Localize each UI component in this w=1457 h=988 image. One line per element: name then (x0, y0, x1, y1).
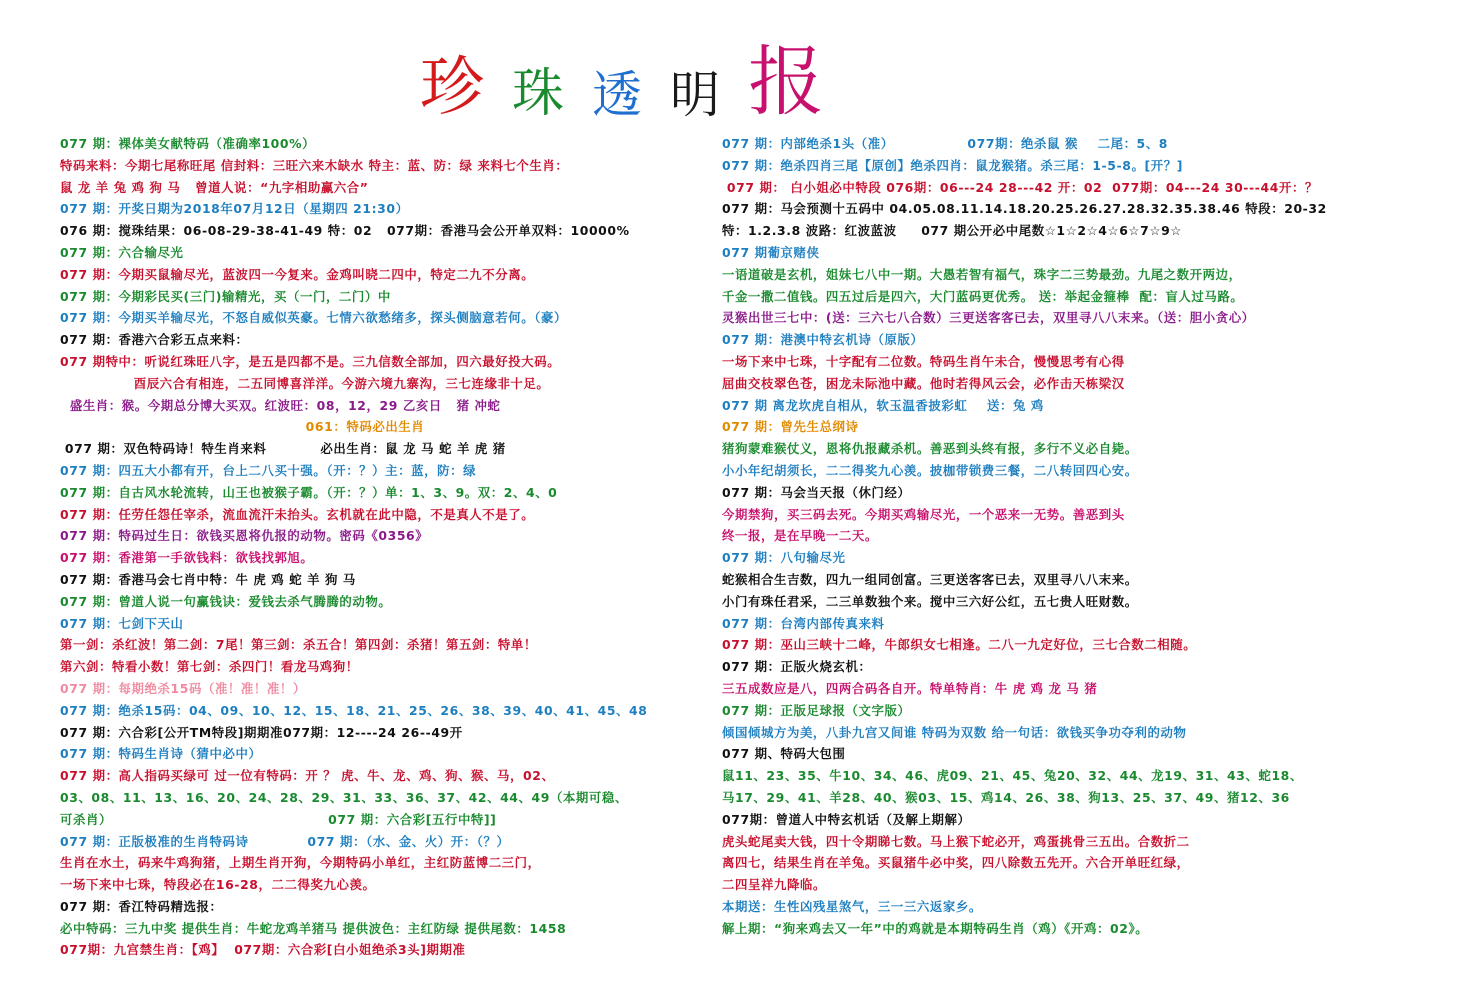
text-line: 077 期：港澳中特玄机诗（原版） (722, 332, 924, 348)
text-line: 小小年纪胡须长，二二得奖九心羡。披枷带锁费三餐，二八转回四心安。 (722, 462, 1138, 478)
masthead-title (420, 30, 825, 126)
text-line: 鼠11、23、35、牛10、34、46、虎09、21、45、兔20、32、44、龙19、31、43、蛇18、 (722, 768, 1303, 784)
text-line: 第六剑：特看小数！第七剑：杀四门！看龙马鸡狗！ (60, 659, 359, 675)
text-line: 终一报，是在早晚一二天。 (722, 528, 878, 544)
text-line: 077 期：马会当天报（休门经） (722, 484, 911, 500)
right-column (722, 133, 1422, 939)
text-line: 一场下来中七珠，十字配有二位数。特码生肖午未合，慢慢思考有心得 (722, 353, 1125, 369)
text-line: 077 期：今期买鼠输尽光，蓝波四一今复来。金鸡叫晓二四中，特定二九不分离。 (60, 266, 535, 282)
text-line: 077 期葡京赌侠 (722, 244, 820, 260)
text-line: 077 期：台湾内部传真来料 (722, 615, 885, 631)
text-line: 虎头蛇尾卖大钱，四十令期睇七数。马上猴下蛇必开，鸡蛋挑骨三五出。合数折二 (722, 833, 1190, 849)
text-line: 小门有珠任君采，二三单数独个来。搅中三六好公红，五七贵人旺财数。 (722, 593, 1138, 609)
left-column (60, 133, 690, 961)
text-line: 077 期：今期彩民买(三门)输精光，买（一门，二门）中 (60, 288, 391, 304)
text-line: 一语道破是玄机，姐妹七八中一期。大愚若智有福气，珠字二三势最劲。九尾之数开两边， (722, 266, 1242, 282)
text-line: 屈曲交枝翠色苍，困龙未际池中藏。他时若得风云会，必作击天栋梁汉 (722, 375, 1125, 391)
text-line: 077 期特中：听说红珠旺八字，是五是四都不是。三九信数全部加，四六最好投大码。 (60, 353, 561, 369)
text-line: 077 期：六合彩[公开TM特段]期期准077期：12----24 26--49开 (60, 724, 463, 740)
text-line: 077 期：香港六合彩五点来料： (60, 332, 249, 348)
text-line: 077 期：正版极准的生肖特码诗 077 期：（水、金、火）开：（？） (60, 833, 510, 849)
text-line: 077 期：正版火烧玄机： (722, 659, 872, 675)
text-line: 077 期：八句输尽光 (722, 550, 846, 566)
text-line: 077期：曾道人中特玄机话（及解上期解） (722, 811, 971, 827)
text-line: 酉辰六合有相连，二五同博喜洋洋。今游六境九寨沟，三七连缘非十足。 (60, 375, 550, 391)
text-line: 077 期：自古风水轮流转，山王也被猴子霸。（开：？）单：1、3、9。双：2、4、0 (60, 484, 558, 500)
text-line: 061：特码必出生肖 (60, 419, 425, 435)
text-line: 鼠 龙 羊 兔 鸡 狗 马 曾道人说：“九字相助赢六合” (60, 179, 369, 195)
text-line: 077 期：每期绝杀15码（准！准！准！） (60, 680, 306, 696)
text-line: 077 期： 白小姐必中特段 076期：06---24 28---42 开：02 077期：04---24 30---44开：？ (722, 179, 1318, 195)
text-line: 077 期：曾道人说一句赢钱诀：爱钱去杀气腾腾的动物。 (60, 593, 392, 609)
text-line: 可杀肖） 077 期：六合彩[五行中特]] (60, 811, 497, 827)
title-char: 明 (670, 66, 721, 124)
text-line: 第一剑：杀红波！第二剑：7尾！第三剑：杀五合！第四剑：杀猪！第五剑：特单！ (60, 637, 537, 653)
text-line: 077 期：香港第一手欲钱料：欲钱找郭旭。 (60, 550, 314, 566)
text-line: 马17、29、41、羊28、40、猴03、15、鸡14、26、38、狗13、25、37、49、猪12、36 (722, 789, 1290, 805)
text-line: 本期送：生性凶残星煞气，三一三六返家乡。 (722, 898, 982, 914)
text-line: 077 期：任劳任怨任宰杀，流血流汗未抬头。玄机就在此中隐，不是真人不是了。 (60, 506, 535, 522)
title-char: 报 (748, 37, 825, 126)
text-line: 077 期：特码过生日：欲钱买恩将仇报的动物。密码《0356》 (60, 528, 429, 544)
text-line: 077 期：裸体美女献特码（准确率100%） (60, 136, 316, 151)
text-line: 解上期：“狗来鸡去又一年”中的鸡就是本期特码生肖（鸡）《开鸡：02》。 (722, 920, 1149, 936)
text-line: 077 期：绝杀15码：04、09、10、12、15、18、21、25、26、38、39、40、41、45、48 (60, 702, 648, 718)
text-line: 077 期：绝杀四肖三尾【原创】绝杀四肖：鼠龙猴猪。杀三尾：1-5-8。[开？] (722, 157, 1183, 173)
text-line: 必中特码：三九中奖 提供生肖：牛蛇龙鸡羊猪马 提供波色：主红防绿 提供尾数：1458 (60, 920, 567, 936)
text-line: 特码来料：今期七尾称旺尾 信封料：三旺六来木缺水 特主：蓝、防：绿 来料七个生肖： (60, 157, 569, 173)
text-line: 077期：九宫禁生肖：【鸡】 077期：六合彩[白小姐绝杀3头]期期准 (60, 942, 466, 958)
text-line: 特：1.2.3.8 波路：红波蓝波 077 期公开必中尾数☆1☆2☆4☆6☆7☆9☆ (722, 223, 1183, 239)
text-line: 三五成数应是八，四两合码各自开。特单特肖：牛 虎 鸡 龙 马 猪 (722, 680, 1098, 696)
text-line: 蛇猴相合生吉数，四九一组同创富。三更送客客已去，双里寻八八末来。 (722, 571, 1138, 587)
text-line: 077 期：今期买羊输尽光，不怒自威似英豪。七情六欲愁绪多，探头侧脑意若何。（豪） (60, 310, 568, 326)
text-line: 077 期：七剑下天山 (60, 615, 184, 631)
text-line: 今期禁狗，买三码去死。今期买鸡输尽光，一个恶来一无势。善恶到头 (722, 506, 1125, 522)
text-line: 077 期：巫山三峡十二峰，牛郎织女七相逢。二八一九定好位，三七合数二相随。 (722, 637, 1197, 653)
text-line: 076 期：搅珠结果：06-08-29-38-41-49 特：02 077期：香港马会公开单双料：10000% (60, 223, 630, 239)
text-line: 077 期：六合输尽光 (60, 244, 184, 260)
text-line: 生肖在水土，码来牛鸡狗猪，上期生肖开狗，今期特码小单红，主红防蓝博二三门， (60, 855, 541, 871)
text-line: 倾国倾城方为美，八卦九宫又间谁 特码为双数 给一句话：欲钱买争功夺利的动物 (722, 724, 1187, 740)
text-line: 077 期：特码生肖诗（猜中必中） (60, 746, 262, 762)
text-line: 077 期、特码大包围 (722, 746, 846, 762)
text-line: 一场下来中七珠，特段必在16-28，二二得奖九心羡。 (60, 877, 376, 893)
title-char: 珠 (512, 64, 565, 124)
text-line: 盛生肖：猴。今期总分博大买双。红波旺：08，12，29 乙亥日 猪 冲蛇 (60, 397, 501, 413)
text-line: 077 期：曾先生总纲诗 (722, 419, 859, 435)
text-line: 077 期：香江特码精选报： (60, 898, 223, 914)
text-line: 077 期 离龙坎虎自相从，软玉温香披彩虹 送：兔 鸡 (722, 397, 1044, 413)
text-line: 077 期：四五大小都有开，台上二八买十强。（开：？）主：蓝，防：绿 (60, 462, 477, 478)
text-line: 千金一撒二值钱。四五过后是四六，大门蓝码更优秀。 送：举起金箍棒 配：盲人过马路。 (722, 288, 1244, 304)
title-char: 透 (592, 66, 643, 124)
text-line: 03、08、11、13、16、20、24、28、29、31、33、36、37、42、44、49（本期可稳、 (60, 789, 628, 805)
text-line: 灵猴出世三七中：(送：三六七八合数）三更送客客已去，双里寻八八末来。（送：胆小贪心） (722, 310, 1255, 326)
text-line: 077 期：香港马会七肖中特：牛 虎 鸡 蛇 羊 狗 马 (60, 571, 356, 587)
text-line: 077 期：高人指码买绿可 过一位有特码：开 ？ 虎、牛、龙、鸡、狗、猴、马，02、 (60, 768, 555, 784)
title-char: 珍 (420, 51, 484, 125)
text-line: 077 期：正版足球报（文字版） (722, 702, 911, 718)
text-line: 077 期：内部绝杀1头（准） 077期：绝杀鼠 猴 二尾：5、8 (722, 136, 1168, 151)
text-line: 猪狗蒙难猴仗义，恩将仇报藏杀机。善恶到头终有报，多行不义必自毙。 (722, 441, 1138, 457)
text-line: 二四呈祥九降临。 (722, 877, 826, 893)
text-line: 077 期：双色特码诗！特生肖来料 必出生肖：鼠 龙 马 蛇 羊 虎 猪 (60, 441, 506, 457)
text-line: 离四七，结果生肖在羊兔。买鼠猪牛必中奖，四八除数五先开。六合开单旺红绿， (722, 855, 1190, 871)
text-line: 077 期：开奖日期为2018年07月12日（星期四 21:30） (60, 201, 409, 217)
text-line: 077 期：马会预测十五码中 04.05.08.11.14.18.20.25.26.27.28.32.35.38.46 特段：20-32 (722, 201, 1327, 217)
